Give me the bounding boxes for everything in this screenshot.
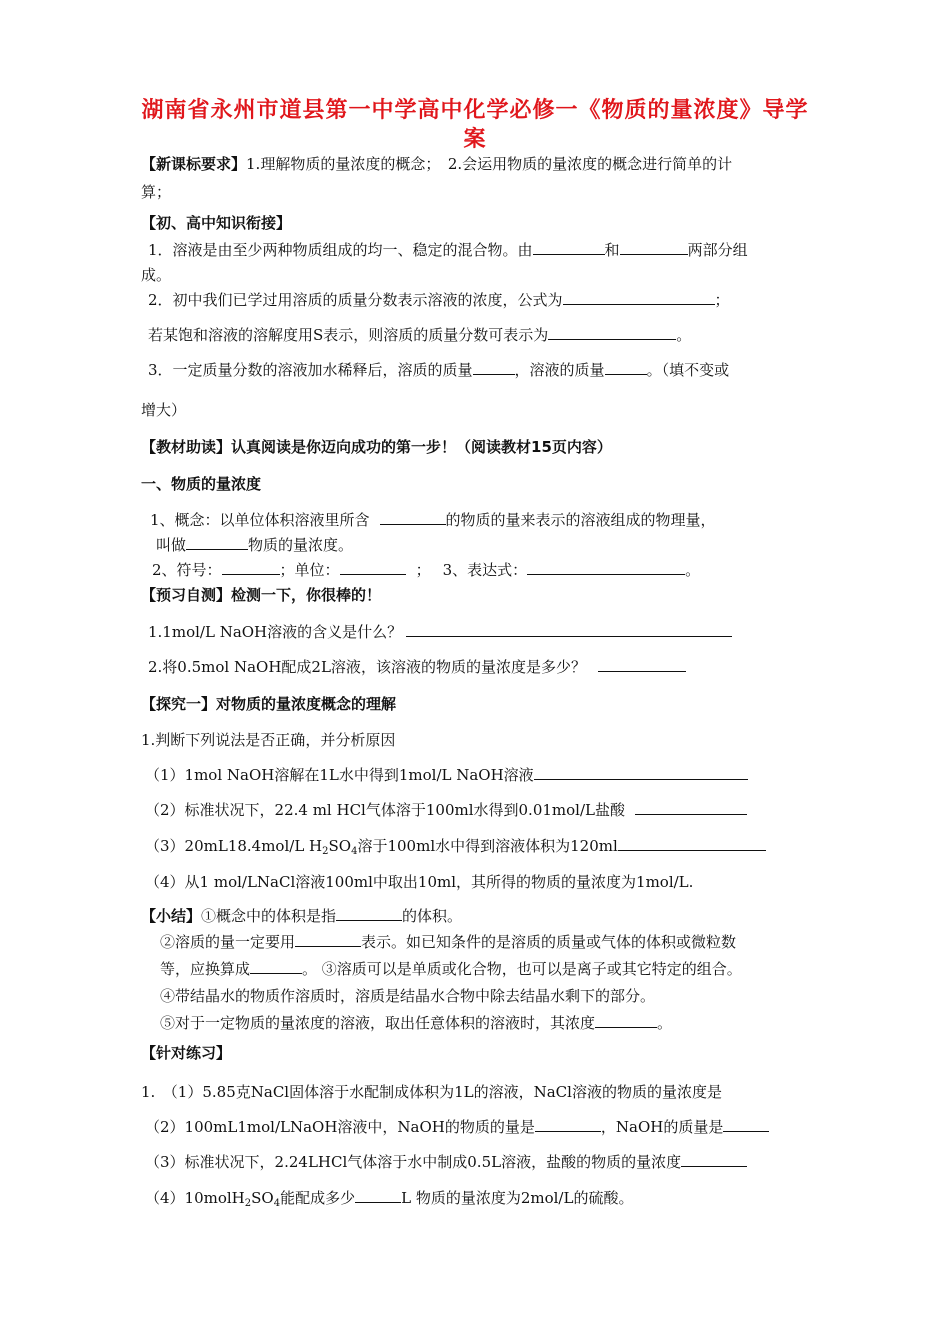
answer-blank[interactable] bbox=[605, 360, 647, 375]
explore-item-1-text: （1）1mol NaOH溶解在1L水中得到1mol/L NaOH溶液 bbox=[145, 766, 534, 784]
summary-line-3 bbox=[160, 959, 742, 979]
practice-item-4-tail: L 物质的量浓度为2mol/L的硫酸。 bbox=[401, 1189, 634, 1207]
expression-label: 3、表达式： bbox=[442, 561, 528, 579]
answer-blank[interactable] bbox=[186, 535, 248, 550]
concept-tail: 的物质的量来表示的溶液组成的物理量， bbox=[445, 511, 716, 529]
bridge-q1-and: 和 bbox=[604, 241, 620, 259]
summary-label: 【小结】 bbox=[141, 907, 202, 925]
subscript-2: 2 bbox=[244, 1198, 252, 1209]
requirements-line bbox=[141, 154, 732, 174]
explore-heading: 【探究一】对物质的量浓度概念的理解 bbox=[141, 695, 397, 713]
bridge-q2-end: ； bbox=[714, 291, 730, 309]
answer-blank[interactable] bbox=[406, 622, 732, 637]
practice-item-3 bbox=[145, 1152, 747, 1172]
answer-blank[interactable] bbox=[340, 560, 406, 575]
answer-blank[interactable] bbox=[380, 510, 446, 525]
answer-blank[interactable] bbox=[595, 1013, 657, 1028]
explore-item-3-text: （3）20mL18.4mol/L H bbox=[145, 837, 323, 855]
unit-label: ；单位： bbox=[279, 561, 340, 579]
requirements-line-2: 算； bbox=[141, 183, 172, 201]
answer-blank[interactable] bbox=[250, 959, 302, 974]
answer-blank[interactable] bbox=[723, 1117, 769, 1132]
subscript-4: 4 bbox=[273, 1198, 281, 1209]
explore-item-2-text: （2）标准状况下，22.4 ml HCl气体溶于100ml水得到0.01mol/L盐酸 bbox=[145, 801, 625, 819]
answer-blank[interactable] bbox=[620, 240, 688, 255]
concept-end: 物质的量浓度。 bbox=[248, 536, 354, 554]
practice-item-4-mid: 能配成多少 bbox=[280, 1189, 356, 1207]
practice-heading: 【针对练习】 bbox=[141, 1044, 232, 1062]
pretest-q2 bbox=[148, 657, 686, 677]
pretest-q2-text: 2.将0.5mol NaOH配成2L溶液，该溶液的物质的量浓度是多少？ bbox=[148, 658, 586, 676]
reading-label: 【教材助读】 bbox=[141, 438, 232, 456]
bridge-q2c-text: 若某饱和溶液的溶解度用S表示，则溶质的质量分数可表示为 bbox=[148, 326, 549, 344]
summary-text-2: ②溶质的量一定要用 bbox=[160, 933, 296, 951]
answer-blank[interactable] bbox=[635, 800, 747, 815]
summary-line-1 bbox=[141, 906, 462, 926]
summary-text-3: 等，应换算成 bbox=[160, 960, 251, 978]
answer-blank[interactable] bbox=[681, 1152, 747, 1167]
pretest-text: 检测一下，你很棒的！ bbox=[231, 586, 382, 604]
separator: ； bbox=[415, 561, 431, 579]
summary-text-1: ①概念中的体积是指 bbox=[201, 907, 337, 925]
answer-blank[interactable] bbox=[355, 1188, 401, 1203]
subscript-4: 4 bbox=[351, 846, 358, 857]
practice-item-4-so: SO bbox=[251, 1189, 274, 1207]
answer-blank[interactable] bbox=[534, 765, 748, 780]
summary-text-5: ⑤对于一定物质的量浓度的溶液，取出任意体积的溶液时，其浓度 bbox=[160, 1014, 596, 1032]
bridge-q3-tail: 。（填不变或 bbox=[646, 361, 730, 379]
section1-heading: 一、物质的量浓度 bbox=[141, 475, 262, 493]
practice-item-2-mid: ，NaOH的质量是 bbox=[600, 1118, 724, 1136]
bridge-heading: 【初、高中知识衔接】 bbox=[141, 214, 292, 232]
page-title: 湖南省永州市道县第一中学高中化学必修一《物质的量浓度》导学案 bbox=[141, 98, 809, 152]
explore-item-2 bbox=[145, 800, 747, 820]
summary-text-1-end: 的体积。 bbox=[402, 907, 463, 925]
concept-line bbox=[150, 510, 716, 530]
bridge-q1-text: 1．溶液是由至少两种物质组成的均一、稳定的混合物。由 bbox=[148, 241, 533, 259]
answer-blank[interactable] bbox=[295, 932, 361, 947]
answer-blank[interactable] bbox=[598, 657, 686, 672]
bridge-q3-mid: ，溶液的质量 bbox=[514, 361, 605, 379]
summary-line-5 bbox=[160, 1013, 672, 1033]
bridge-q3-text: 3．一定质量分数的溶液加水稀释后，溶质的质量 bbox=[148, 361, 473, 379]
concept-text: 1、概念：以单位体积溶液里所含 bbox=[150, 511, 370, 529]
bridge-q2 bbox=[148, 290, 730, 310]
explore-item-1 bbox=[145, 765, 748, 785]
answer-blank[interactable] bbox=[336, 906, 402, 921]
summary-text-3-tail: 。 ③溶质可以是单质或化合物，也可以是离子或其它特定的组合。 bbox=[302, 960, 742, 978]
practice-item-2 bbox=[145, 1117, 769, 1137]
practice-item-1: 1. （1）5.85克NaCl固体溶于水配制成体积为1L的溶液，NaCl溶液的物质的量浓度是 bbox=[141, 1083, 722, 1101]
practice-item-3-text: （3）标准状况下，2.24LHCl气体溶于水中制成0.5L溶液，盐酸的物质的量浓度 bbox=[145, 1153, 682, 1171]
reading-line bbox=[141, 437, 612, 457]
summary-text-2-tail: 表示。如已知条件的是溶质的质量或气体的体积或微粒数 bbox=[361, 933, 737, 951]
pretest-q1-text: 1.1mol/L NaOH溶液的含义是什么？ bbox=[148, 623, 403, 641]
answer-blank[interactable] bbox=[618, 836, 766, 851]
answer-blank[interactable] bbox=[533, 240, 605, 255]
pretest-label: 【预习自测】 bbox=[141, 586, 232, 604]
expression-end: 。 bbox=[685, 561, 701, 579]
pretest-q1 bbox=[148, 622, 732, 642]
practice-item-2-text: （2）100mL1mol/LNaOH溶液中，NaOH的物质的量是 bbox=[145, 1118, 535, 1136]
explore-item-3-so: SO bbox=[328, 837, 352, 855]
bridge-q3 bbox=[148, 360, 729, 380]
explore-item-3 bbox=[145, 836, 766, 856]
reading-text: 认真阅读是你迈向成功的第一步！（阅读教材15页内容） bbox=[231, 438, 612, 456]
bridge-q1 bbox=[148, 240, 748, 260]
practice-item-4 bbox=[145, 1188, 633, 1208]
answer-blank[interactable] bbox=[527, 560, 685, 575]
answer-blank[interactable] bbox=[222, 560, 280, 575]
summary-line-2 bbox=[160, 932, 736, 952]
practice-item-4-text: （4）10molH bbox=[145, 1189, 245, 1207]
requirements-label: 【新课标要求】 bbox=[141, 155, 247, 173]
summary-text-5-end: 。 bbox=[657, 1014, 673, 1032]
pretest-line bbox=[141, 585, 381, 605]
explore-item-4: （4）从1 mol/LNaCl溶液100ml中取出10ml，其所得的物质的量浓度为1mol/L. bbox=[145, 873, 694, 891]
summary-line-4: ④带结晶水的物质作溶质时，溶质是结晶水合物中除去结晶水剩下的部分。 bbox=[160, 987, 656, 1005]
explore-intro: 1.判断下列说法是否正确，并分析原因 bbox=[141, 731, 396, 749]
bridge-q2-text: 2．初中我们已学过用溶质的质量分数表示溶液的浓度，公式为 bbox=[148, 291, 563, 309]
symbol-label: 2、符号： bbox=[152, 561, 222, 579]
answer-blank[interactable] bbox=[563, 290, 715, 305]
bridge-q2c-end: 。 bbox=[676, 326, 692, 344]
requirements-text: 1.理解物质的量浓度的概念； 2.会运用物质的量浓度的概念进行简单的计 bbox=[246, 155, 733, 173]
bridge-q2-cont bbox=[148, 325, 691, 345]
explore-item-3-tail: 溶于100ml水中得到溶液体积为120ml bbox=[357, 837, 618, 855]
bridge-q1-tail: 两部分组 bbox=[687, 241, 748, 259]
concept-call: 叫做 bbox=[156, 536, 187, 554]
symbol-unit-line bbox=[152, 560, 700, 580]
answer-blank[interactable] bbox=[473, 360, 515, 375]
bridge-q3-cont: 增大） bbox=[141, 401, 187, 419]
answer-blank[interactable] bbox=[535, 1117, 601, 1132]
bridge-q1-cont: 成。 bbox=[141, 266, 172, 284]
answer-blank[interactable] bbox=[548, 325, 676, 340]
concept-line-2 bbox=[156, 535, 353, 555]
subscript-2: 2 bbox=[322, 846, 329, 857]
